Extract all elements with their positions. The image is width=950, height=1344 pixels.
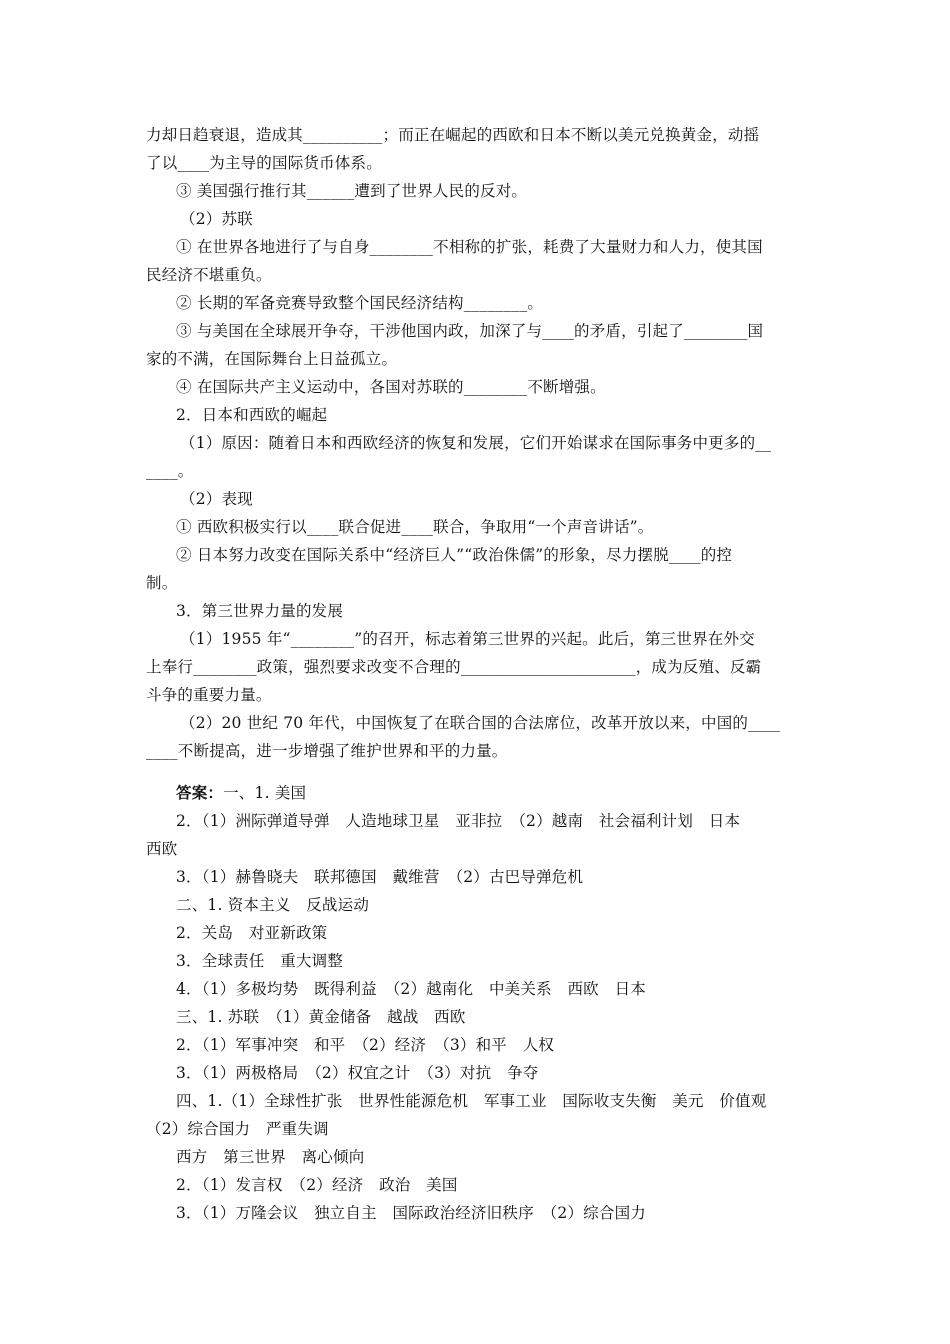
- answer-line: 3．（1）赫鲁晓夫 联邦德国 戴维营 （2）古巴导弹危机: [176, 868, 584, 886]
- answer-line: 2．（1）洲际弹道导弹 人造地球卫星 亚非拉 （2）越南 社会福利计划 日本: [176, 812, 741, 830]
- answer-line: 西方 第三世界 离心倾向: [176, 1148, 365, 1166]
- text-line: ____不断提高，进一步增强了维护世界和平的力量。: [146, 742, 508, 760]
- text-line: ① 在世界各地进行了与自身________不相称的扩张，耗费了大量财力和人力，使其国: [176, 238, 763, 256]
- text-line: ② 长期的军备竞赛导致整个国民经济结构________。: [176, 294, 544, 312]
- answer-line: 2．关岛 对亚新政策: [176, 924, 328, 942]
- answer-label: 答案：: [176, 783, 224, 802]
- text-line: （2）20 世纪 70 年代，中国恢复了在联合国的合法席位，改革开放以来，中国的____: [180, 714, 780, 732]
- answer-line: 二、1. 资本主义 反战运动: [176, 896, 370, 914]
- text-line: 上奉行________政策，强烈要求改变不合理的______________________，成为反殖、反霸: [146, 658, 762, 676]
- section-heading: 2．日本和西欧的崛起: [176, 406, 328, 424]
- text-line: ④ 在国际共产主义运动中，各国对苏联的________不断增强。: [176, 378, 606, 396]
- text-line: （1）1955 年“________”的召开，标志着第三世界的兴起。此后，第三世界在外交: [180, 630, 755, 648]
- answer-line: 3．（1）两极格局 （2）权宜之计 （3）对抗 争夺: [176, 1064, 539, 1082]
- text-line: 力却日趋衰退，造成其__________；而正在崛起的西欧和日本不断以美元兑换黄金，动摇: [146, 126, 760, 144]
- answer-line: 2．（1）军事冲突 和平 （2）经济 （3）和平 人权: [176, 1036, 555, 1054]
- answer-line: 4．（1）多极均势 既得利益 （2）越南化 中美关系 西欧 日本: [176, 980, 646, 998]
- text-line: 制。: [146, 574, 178, 592]
- text-line: ① 西欧积极实行以____联合促进____联合，争取用“一个声音讲话”。: [176, 518, 654, 536]
- text-line: ② 日本努力改变在国际关系中“经济巨人”“政治侏儒”的形象，尽力摆脱____的控: [176, 546, 733, 564]
- answer-line: 四、1.（1）全球性扩张 世界性能源危机 军事工业 国际收支失衡 美元 价值观: [176, 1092, 767, 1110]
- text-line: 民经济不堪重负。: [146, 266, 272, 284]
- text-line: 斗争的重要力量。: [146, 686, 272, 704]
- text-line: ③ 与美国在全球展开争夺，干涉他国内政，加深了与____的矛盾，引起了________国: [176, 322, 764, 340]
- answer-line: 三、1. 苏联 （1）黄金储备 越战 西欧: [176, 1008, 466, 1026]
- section-heading: （2）苏联: [180, 210, 253, 228]
- section-heading: （2）表现: [180, 490, 253, 508]
- text-line: ____。: [146, 462, 194, 480]
- text-line: （1）原因：随着日本和西欧经济的恢复和发展，它们开始谋求在国际事务中更多的__: [180, 434, 772, 452]
- answer-text: 一、1. 美国: [223, 784, 307, 802]
- answer-line: 西欧: [146, 840, 178, 858]
- answer-line: 2．（1）发言权 （2）经济 政治 美国: [176, 1176, 458, 1194]
- text-line: 家的不满，在国际舞台上日益孤立。: [146, 350, 398, 368]
- answer-line: （2）综合国力 严重失调: [146, 1120, 329, 1138]
- text-line: ③ 美国强行推行其______遭到了世界人民的反对。: [176, 182, 528, 200]
- text-line: 了以____为主导的国际货币体系。: [146, 154, 382, 172]
- answer-line: 3．（1）万隆会议 独立自主 国际政治经济旧秩序 （2）综合国力: [176, 1204, 646, 1222]
- answer-line: 3．全球责任 重大调整: [176, 952, 344, 970]
- section-heading: 3．第三世界力量的发展: [176, 602, 344, 620]
- answer-heading: [176, 783, 306, 803]
